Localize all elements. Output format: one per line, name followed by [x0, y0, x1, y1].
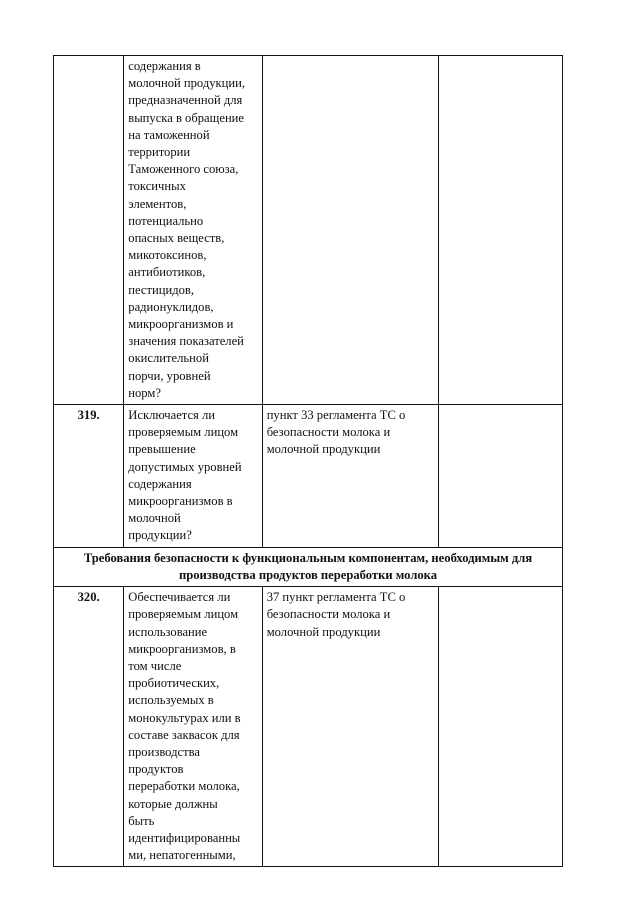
question-line: значения показателей	[128, 334, 244, 349]
table-row	[54, 587, 563, 867]
question-line: микроорганизмов и	[128, 317, 234, 332]
question-line: молочной продукции,	[128, 76, 246, 91]
question-line: микроорганизмов, в	[128, 641, 236, 656]
reference-line: молочной продукции	[266, 442, 381, 457]
section-header	[54, 547, 563, 586]
question-line: содержания в	[128, 59, 201, 73]
question-line: продуктов	[128, 762, 184, 777]
question-line: монокультурах или в	[128, 710, 241, 725]
reference-line: безопасности молока и	[266, 607, 391, 622]
question-line: содержания	[128, 476, 192, 491]
question-line: Таможенного союза,	[128, 162, 239, 177]
note-cell	[439, 56, 563, 405]
question-line: составе заквасок для	[128, 727, 240, 742]
question-line: молочной	[128, 511, 181, 526]
row-number	[54, 56, 124, 405]
section-header-line: Требования безопасности к функциональным компонентам, необходимым для	[83, 550, 533, 565]
question-cell	[124, 405, 262, 548]
question-line: использование	[128, 624, 208, 639]
question-line: превышение	[128, 442, 196, 457]
question-line: элементов,	[128, 196, 187, 211]
question-line: Исключается ли	[128, 408, 216, 423]
note-cell	[439, 405, 563, 548]
section-header-line: производства продуктов переработки молока	[178, 567, 438, 582]
note-cell	[439, 587, 563, 867]
question-line: продукции?	[128, 528, 192, 543]
question-line: порчи, уровней	[128, 368, 211, 383]
table-row	[54, 405, 563, 548]
reference-line: безопасности молока и	[266, 425, 391, 440]
question-line: проверяемым лицом	[128, 425, 239, 440]
row-number: 320.	[54, 587, 124, 867]
question-line: пестицидов,	[128, 282, 195, 297]
question-line: на таможенной	[128, 127, 210, 142]
question-line: пробиотических,	[128, 676, 220, 691]
question-line: территории	[128, 145, 191, 160]
reference-cell	[262, 56, 439, 405]
reference-line: 37 пункт регламента ТС о	[266, 590, 406, 605]
question-line: радионуклидов,	[128, 299, 214, 314]
question-line: том числе	[128, 658, 182, 673]
question-line: норм?	[128, 385, 161, 400]
row-number: 319.	[54, 405, 124, 548]
section-header-row	[54, 547, 563, 586]
reference-cell	[262, 405, 439, 548]
reference-cell	[262, 587, 439, 867]
question-line: предназначенной для	[128, 93, 243, 108]
question-line: микотоксинов,	[128, 248, 207, 263]
question-cell	[124, 587, 262, 867]
question-line: быть	[128, 813, 155, 828]
question-line: окислительной	[128, 351, 209, 366]
requirements-table	[53, 55, 563, 867]
question-line: антибиотиков,	[128, 265, 206, 280]
question-line: Обеспечивается ли	[128, 590, 231, 605]
question-line: проверяемым лицом	[128, 607, 239, 622]
table-row	[54, 56, 563, 405]
question-line: допустимых уровней	[128, 459, 242, 474]
question-line: производства	[128, 744, 200, 759]
question-cell	[124, 56, 262, 405]
question-line: ми, непатогенными,	[128, 848, 236, 863]
question-line: потенциально	[128, 213, 204, 228]
question-line: переработки молока,	[128, 779, 240, 794]
question-line: токсичных	[128, 179, 186, 194]
reference-line: пункт 33 регламента ТС о	[266, 408, 406, 423]
question-line: идентифицированны	[128, 830, 241, 845]
question-line: выпуска в обращение	[128, 110, 245, 125]
question-line: используемых в	[128, 693, 214, 708]
question-line: которые должны	[128, 796, 218, 811]
reference-line: молочной продукции	[266, 624, 381, 639]
question-line: опасных веществ,	[128, 231, 225, 246]
question-line: микроорганизмов в	[128, 494, 233, 509]
